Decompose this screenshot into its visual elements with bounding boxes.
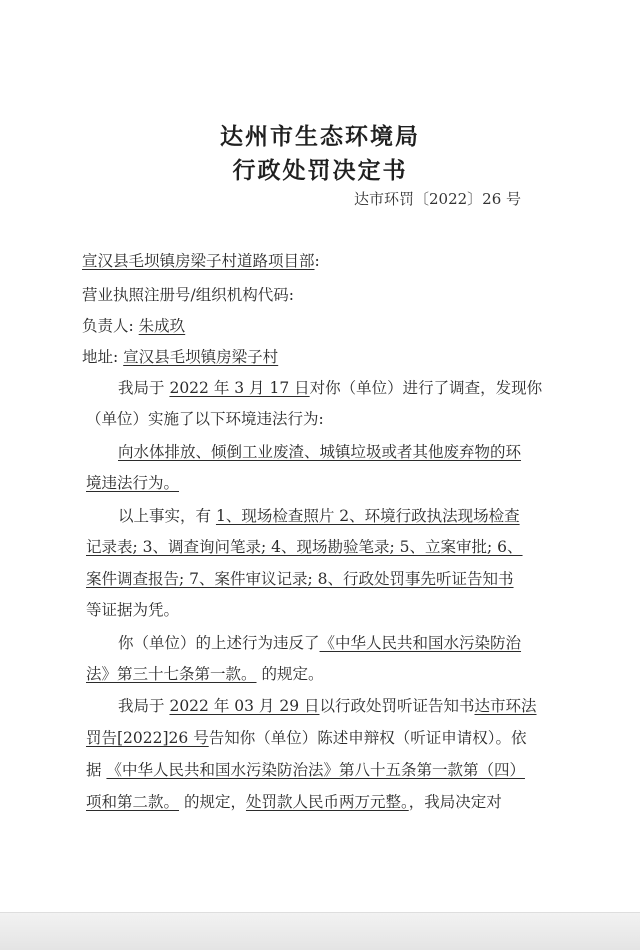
investigation-text-b: 对你（单位）进行了调查，发现你	[309, 379, 543, 397]
facts-line3: 案件调查报告; 7、案件审议记录; 8、行政处罚事先听证告知书	[86, 570, 514, 588]
law-line1	[118, 633, 521, 653]
penalty-amount: 处罚款人民币两万元整。	[245, 793, 409, 811]
facts-line1	[118, 506, 520, 526]
notice-rights-text: 告知你（单位）陈述申辩权（听证申请权）。依	[208, 729, 527, 747]
notice-line2	[86, 728, 526, 748]
violation-line2: 境违法行为。	[86, 474, 180, 492]
facts-evidence-1: 1、现场检查照片 2、环境行政执法现场检查	[215, 507, 520, 525]
address-line	[82, 347, 278, 367]
basis-intro: 据	[86, 761, 102, 779]
investigation-line2: （单位）实施了以下环境违法行为:	[86, 410, 324, 428]
notice-intro: 我局于	[118, 697, 165, 715]
person-value: 朱成玖	[138, 317, 186, 335]
facts-intro: 以上事实，有	[118, 507, 212, 525]
law-reference-2: 法》第三十七条第一款。	[86, 665, 257, 683]
notice-date: 2022 年 03 月 29 日	[169, 697, 320, 715]
facts-line4: 等证据为凭。	[86, 601, 180, 619]
basis-reference-2: 项和第二款。	[86, 793, 180, 811]
address-value: 宣汉县毛坝镇房梁子村	[123, 348, 279, 366]
basis-suffix: 的规定，	[183, 793, 246, 811]
notice-number-1: 达市环法	[474, 697, 537, 715]
party-name: 宣汉县毛坝镇房梁子村道路项目部	[82, 252, 315, 270]
basis-reference-1: 《中华人民共和国水污染防治法》第八十五条第一款第（四）	[106, 761, 525, 779]
person-in-charge-line	[82, 316, 185, 336]
basis-line1	[86, 760, 525, 780]
party-name-line	[82, 251, 320, 271]
notice-line1	[118, 696, 537, 716]
license-line: 营业执照注册号/组织机构代码:	[82, 286, 294, 304]
law-reference-1: 《中华人民共和国水污染防治	[319, 634, 522, 652]
person-label: 负责人:	[82, 317, 134, 335]
decision-text: ，我局决定对	[408, 793, 502, 811]
law-line2	[86, 664, 323, 684]
investigation-date: 2022 年 3 月 17 日	[169, 379, 310, 397]
document-title-agency: 达州市生态环境局	[220, 123, 420, 150]
basis-line2	[86, 792, 502, 812]
investigation-text-a: 我局于	[118, 379, 165, 397]
page-bottom-edge	[0, 912, 640, 950]
document-title-type: 行政处罚决定书	[232, 157, 408, 184]
facts-line2: 记录表; 3、调查询问笔录; 4、现场勘验笔录; 5、立案审批; 6、	[86, 538, 523, 556]
document-number: 达市环罚〔2022〕26 号	[354, 190, 522, 208]
party-name-suffix: :	[314, 252, 320, 270]
address-label: 地址:	[82, 348, 119, 366]
investigation-line1	[118, 378, 542, 398]
law-intro: 你（单位）的上述行为违反了	[118, 634, 320, 652]
notice-number-2: 罚告[2022]26 号	[86, 729, 209, 747]
law-suffix: 的规定。	[261, 665, 324, 683]
notice-text: 以行政处罚听证告知书	[319, 697, 475, 715]
violation-line1: 向水体排放、倾倒工业废渣、城镇垃圾或者其他废弃物的环	[118, 443, 522, 461]
